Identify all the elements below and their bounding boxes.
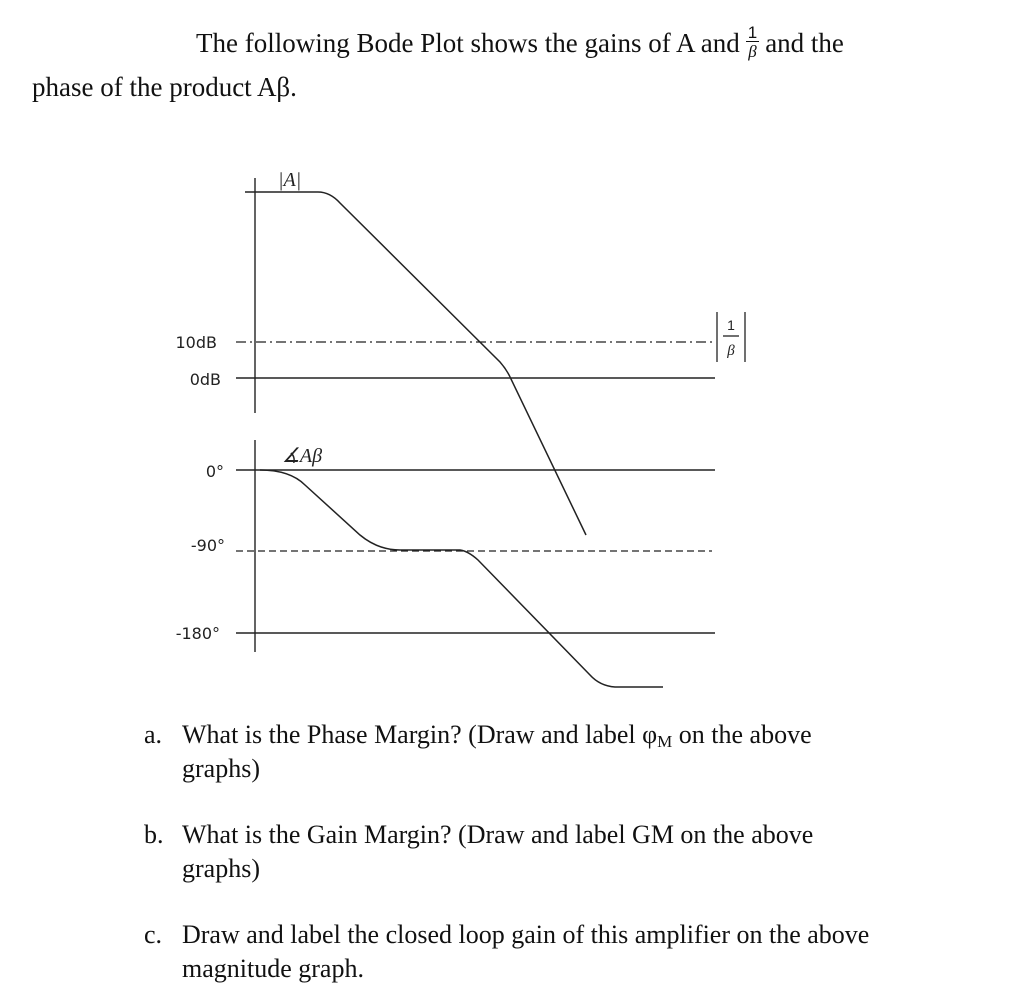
fraction-numerator: 1	[747, 23, 758, 42]
axis-label-0-deg: 0°	[205, 462, 224, 481]
intro-line-2: phase of the product Aβ.	[32, 72, 297, 102]
gain-a-label: |A|	[278, 169, 302, 191]
gain-a-curve	[245, 192, 586, 535]
question-letter: c.	[144, 920, 163, 949]
axis-label-0db: 0dB	[189, 370, 221, 389]
axis-label-minus-180-deg: -180°	[175, 624, 220, 643]
intro-text-start: The following Bode Plot shows the gains of A and	[196, 28, 740, 59]
question-text-part: on the above	[672, 720, 812, 749]
question-letter: a.	[144, 720, 163, 749]
question-a	[144, 718, 994, 798]
phase-ab-curve	[260, 470, 663, 687]
question-b	[144, 818, 994, 898]
question-text-part: What is the Phase Margin? (Draw and label φ	[182, 720, 658, 749]
axis-label-minus-90-deg: -90°	[190, 536, 225, 555]
question-c	[144, 918, 1004, 998]
axis-label-10db: 10dB	[175, 333, 217, 352]
question-letter: b.	[144, 820, 164, 849]
question-text-line-1: What is the Gain Margin? (Draw and label GM on the above	[182, 820, 814, 849]
phase-ab-label: ∡Aβ	[282, 445, 323, 467]
fraction-denominator: β	[748, 42, 757, 61]
question-text-line-2: graphs)	[182, 754, 260, 783]
intro-text-end: and the	[765, 28, 844, 59]
one-over-beta-label	[717, 312, 745, 362]
phase-margin-subscript: M	[657, 732, 673, 751]
question-text-line-2: magnitude graph.	[182, 954, 364, 983]
question-text-line-1	[182, 718, 812, 759]
beta-label-denominator: β	[727, 343, 735, 359]
beta-label-numerator: 1	[727, 317, 735, 333]
question-text-line-1: Draw and label the closed loop gain of this amplifier on the above	[182, 920, 870, 949]
question-text-line-2: graphs)	[182, 854, 260, 883]
